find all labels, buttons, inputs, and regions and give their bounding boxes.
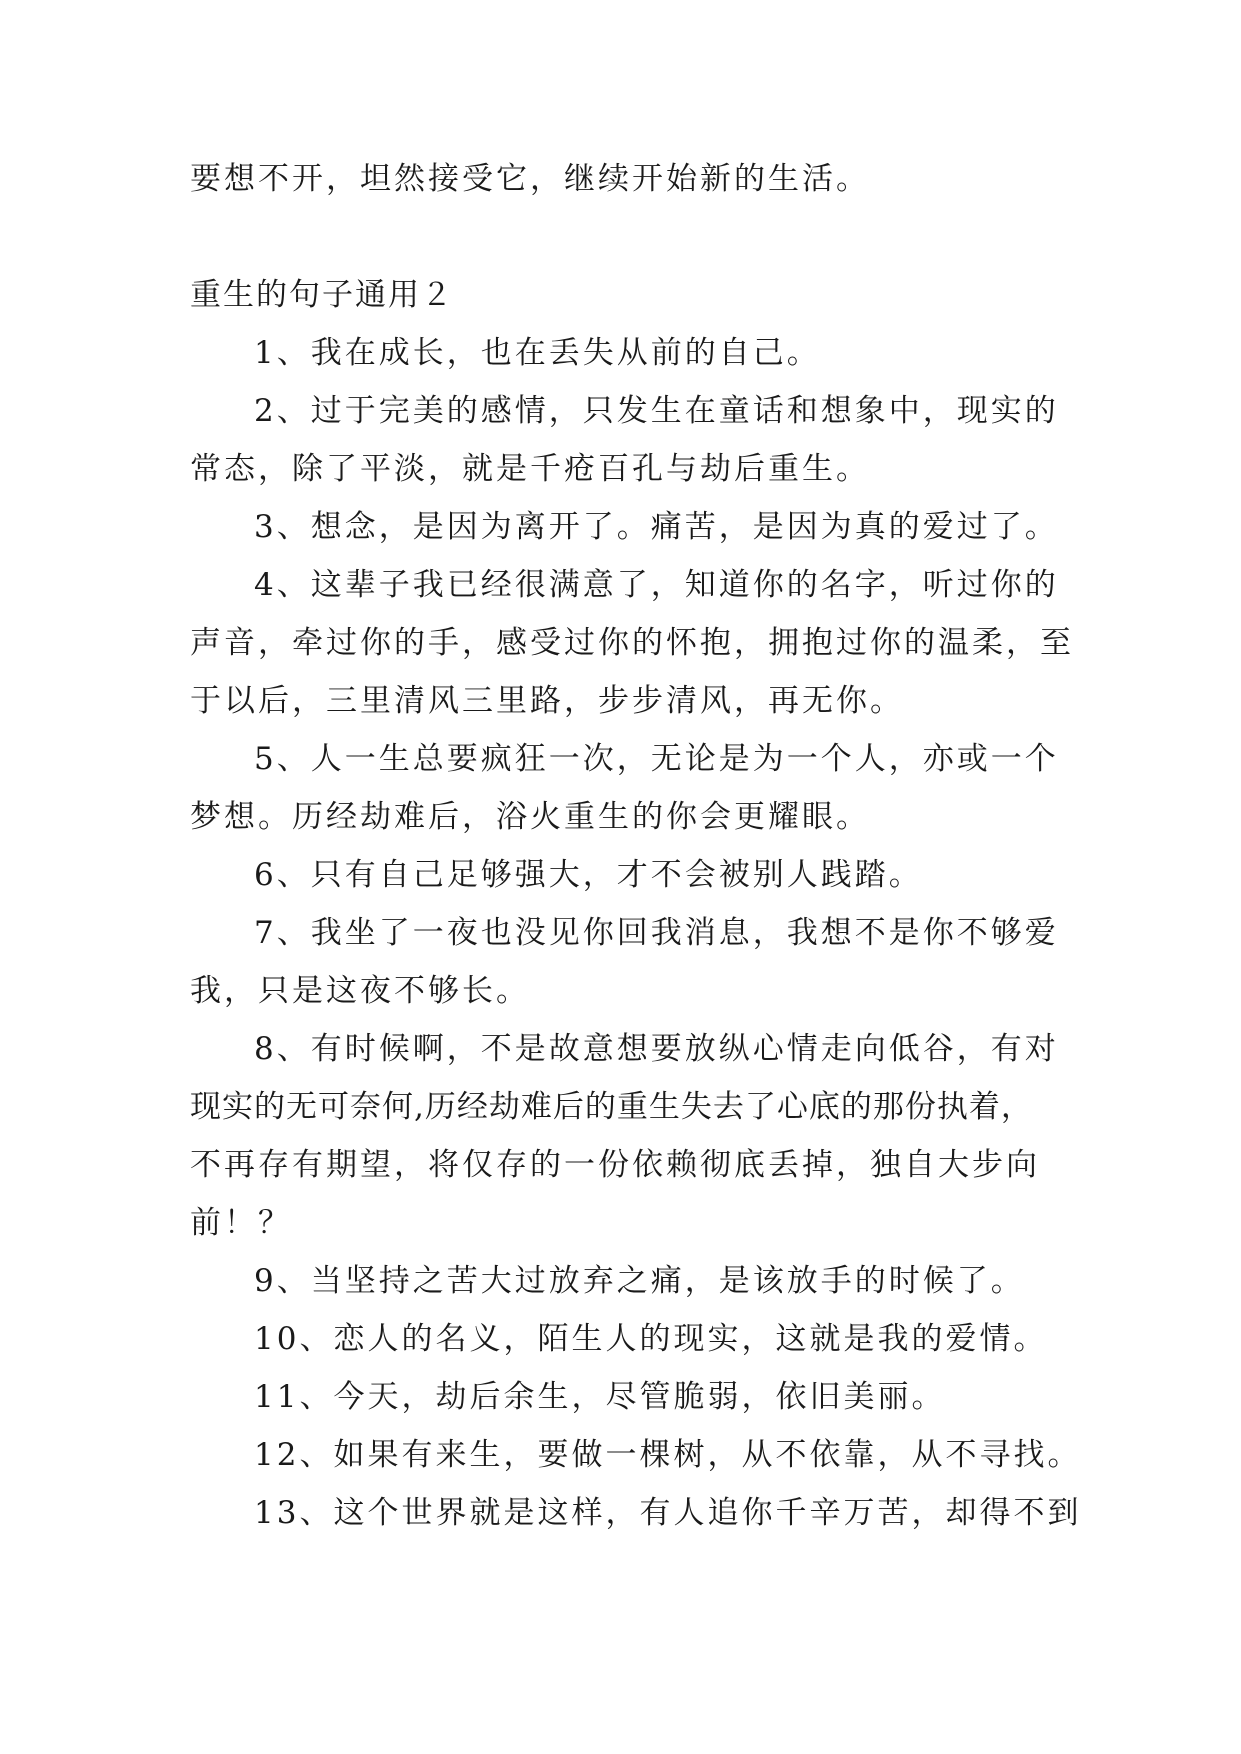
list-item-5-cont: 梦想。历经劫难后，浴火重生的你会更耀眼。 [190,799,870,835]
list-item-4: 4、这辈子我已经很满意了，知道你的名字，听过你的 [254,567,1059,603]
list-item-7: 7、我坐了一夜也没见你回我消息，我想不是你不够爱 [254,915,1059,951]
list-item-6: 6、只有自己足够强大，才不会被别人践踏。 [254,857,923,893]
list-item-10: 10、恋人的名义，陌生人的现实，这就是我的爱情。 [254,1321,1048,1357]
intro-line: 要想不开，坦然接受它，继续开始新的生活。 [190,161,870,197]
list-item-8-cont: 现实的无可奈何,历经劫难后的重生失去了心底的那份执着， [190,1089,1033,1125]
list-item-8: 8、有时候啊，不是故意想要放纵心情走向低谷，有对 [254,1031,1059,1067]
document-body [190,150,1082,1542]
list-item-8-cont: 前！？ [190,1205,292,1241]
list-item-12: 12、如果有来生，要做一棵树，从不依靠，从不寻找。 [254,1437,1082,1473]
list-item-2-cont: 常态，除了平淡，就是千疮百孔与劫后重生。 [190,451,870,487]
paragraph-spacer [190,208,1060,266]
list-item-1: 1、我在成长，也在丢失从前的自己。 [254,335,821,371]
list-item-9: 9、当坚持之苦大过放弃之痛，是该放手的时候了。 [254,1263,1025,1299]
list-item-5: 5、人一生总要疯狂一次，无论是为一个人，亦或一个 [254,741,1059,777]
list-item-4-cont: 于以后，三里清风三里路，步步清风，再无你。 [190,683,904,719]
list-item-7-cont: 我，只是这夜不够长。 [190,973,530,1009]
list-item-3: 3、想念，是因为离开了。痛苦，是因为真的爱过了。 [254,509,1059,545]
list-item-8-cont: 不再存有期望，将仅存的一份依赖彻底丢掉，独自大步向 [190,1147,1040,1183]
section-title: 重生的句子通用２ [190,277,454,313]
list-item-4-cont: 声音，牵过你的手，感受过你的怀抱，拥抱过你的温柔，至 [190,625,1074,661]
list-item-11: 11、今天，劫后余生，尽管脆弱，依旧美丽。 [254,1379,946,1415]
list-item-2: 2、过于完美的感情，只发生在童话和想象中，现实的 [254,393,1059,429]
list-item-13: 13、这个世界就是这样，有人追你千辛万苦，却得不到 [254,1495,1082,1531]
